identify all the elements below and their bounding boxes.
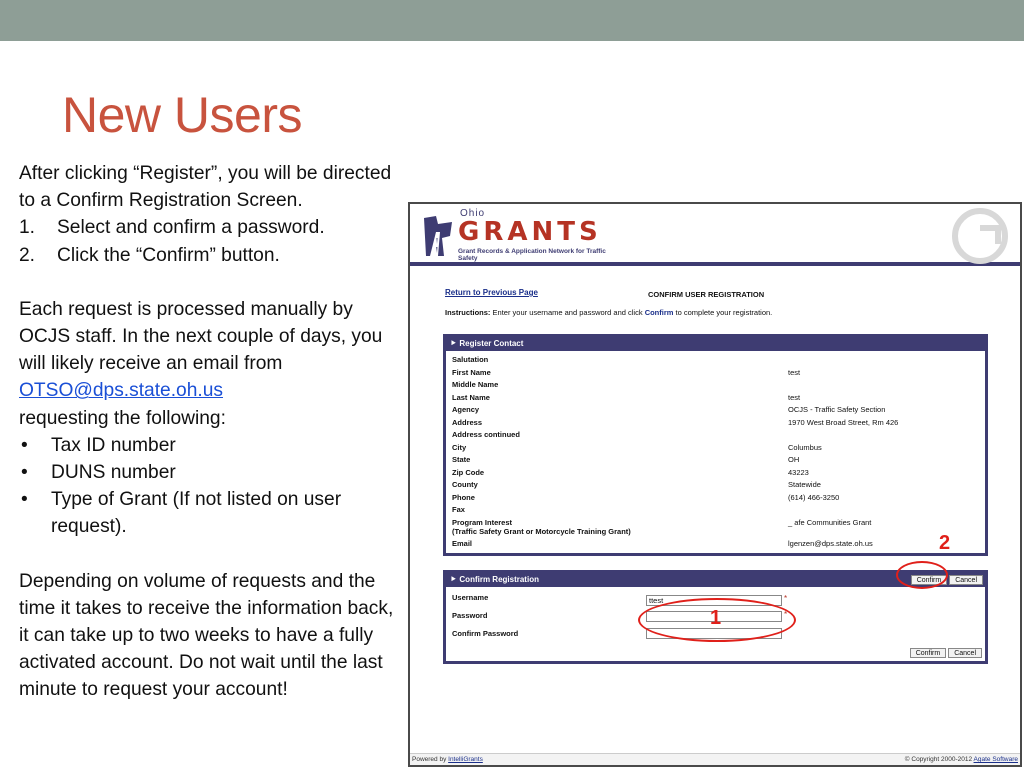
page-heading: CONFIRM USER REGISTRATION <box>648 290 765 299</box>
list-text: Select and confirm a password. <box>57 217 325 239</box>
bullet-icon: • <box>21 489 28 511</box>
register-contact-header <box>446 337 985 351</box>
instructions <box>445 308 772 317</box>
slide-title: New Users <box>62 87 302 143</box>
logo-ohio-text: Ohio <box>460 208 486 219</box>
field-value: (614) 466-3250 <box>788 492 840 502</box>
panel-title: Confirm Registration <box>459 575 539 584</box>
field-label: Program Interest <box>452 517 513 527</box>
instructions-label: Instructions: <box>445 308 491 317</box>
paragraph-3: Depending on volume of requests and the time it takes to receive the information back, it can take up to two weeks to have a fully activated account. Do not wait until the last minute to request your account! <box>19 570 394 701</box>
logo-grants-text: GRANTS <box>458 217 602 247</box>
field-label: Address continued <box>452 430 520 439</box>
footer-copyright <box>905 756 1018 763</box>
list-text: Type of Grant (If not listed on user request). <box>51 489 342 538</box>
return-link[interactable]: Return to Previous Page <box>445 288 538 297</box>
paragraph-2 <box>19 296 404 405</box>
bottom-buttons <box>910 648 982 658</box>
list-text: DUNS number <box>51 462 176 484</box>
intro-text: After clicking “Register”, you will be directed to a Confirm Registration Screen. <box>19 163 392 212</box>
confirm-button[interactable]: Confirm <box>911 575 948 585</box>
g-watermark-icon <box>948 208 1012 264</box>
instructions-text-2: to complete your registration. <box>675 308 773 317</box>
field-value: OH <box>788 455 800 464</box>
annotation-number-1: 1 <box>710 607 722 629</box>
field-label: State <box>452 455 471 464</box>
collapse-arrow-icon[interactable]: ⯈ <box>450 339 457 348</box>
required-mark: * <box>784 594 788 603</box>
instructions-confirm: Confirm <box>644 308 674 317</box>
footer-powered <box>412 756 483 763</box>
app-footer <box>410 753 1020 765</box>
field-label: County <box>452 480 478 489</box>
app-content <box>410 270 1020 750</box>
cancel-button[interactable]: Cancel <box>949 575 983 585</box>
list-item <box>19 214 404 241</box>
field-label: First Name <box>452 367 491 377</box>
paragraph-2-text: Each request is processed manually by OCJS staff. In the next couple of days, you will likely receive an email from <box>19 298 383 375</box>
paragraph-2-end: requesting the following: <box>19 407 226 429</box>
field-value: Columbus <box>788 442 822 452</box>
confirm-password-label: Confirm Password <box>452 629 519 638</box>
collapse-arrow-icon[interactable]: ⯈ <box>450 575 457 584</box>
slide-body <box>19 160 404 704</box>
field-label: Address <box>452 417 483 427</box>
field-value: lgenzen@dps.state.oh.us <box>788 539 873 548</box>
app-header <box>410 204 1020 266</box>
copyright-text: © Copyright 2000-2012 <box>904 756 973 763</box>
list-item <box>19 459 404 486</box>
password-label: Password <box>452 611 488 620</box>
field-label: Middle Name <box>452 380 499 389</box>
cancel-button-bottom[interactable]: Cancel <box>948 648 982 658</box>
list-item <box>19 242 404 269</box>
logo-tagline: Grant Records & Application Network for Traffic Safety <box>458 248 606 262</box>
footer-powered-text: Powered by <box>412 756 447 763</box>
panel-title: Register Contact <box>459 339 524 348</box>
list-text: Tax ID number <box>51 434 176 456</box>
required-mark: * <box>784 610 788 619</box>
email-link[interactable]: OTSO@dps.state.oh.us <box>19 380 223 402</box>
field-label: Phone <box>452 492 475 502</box>
field-value: Statewide <box>788 480 821 489</box>
list-item <box>19 486 404 540</box>
field-value: test <box>788 367 801 377</box>
list-item <box>19 432 404 459</box>
field-value: 43223 <box>788 467 809 477</box>
field-label: Agency <box>452 405 480 414</box>
field-label: Fax <box>452 505 465 514</box>
list-number: 1. <box>19 217 36 239</box>
annotation-number-2: 2 <box>939 532 951 554</box>
app-screenshot <box>408 202 1022 767</box>
bullet-icon: • <box>21 462 28 484</box>
list-number: 2. <box>19 244 36 266</box>
annotation-ellipse-2 <box>896 561 948 589</box>
top-bar <box>0 0 1024 41</box>
field-label: Salutation <box>452 355 489 364</box>
username-label: Username <box>452 593 489 602</box>
field-label: Email <box>452 539 473 548</box>
bullet-icon: • <box>21 434 28 456</box>
field-label: City <box>452 442 467 452</box>
field-label-sub: (Traffic Safety Grant or Motorcycle Training Grant) <box>452 526 631 536</box>
field-value: _ afe Communities Grant <box>788 517 872 527</box>
list-text: Click the “Confirm” button. <box>57 244 280 266</box>
intelligrants-link[interactable]: IntelliGrants <box>448 756 483 763</box>
field-value: 1970 West Broad Street, Rm 426 <box>788 417 899 427</box>
register-contact-panel <box>443 334 988 556</box>
field-value: OCJS - Traffic Safety Section <box>788 405 886 414</box>
return-row <box>445 288 538 297</box>
ohio-road-icon <box>422 214 454 258</box>
confirm-button-bottom[interactable]: Confirm <box>910 648 947 658</box>
field-label: Last Name <box>452 392 490 402</box>
agate-link[interactable]: Agate Software <box>973 756 1018 763</box>
field-value: test <box>788 392 801 402</box>
field-label: Zip Code <box>452 467 485 477</box>
grants-logo <box>422 208 622 260</box>
username-field[interactable]: ttest <box>646 595 782 606</box>
instructions-text-1: Enter your username and password and click <box>492 308 643 317</box>
